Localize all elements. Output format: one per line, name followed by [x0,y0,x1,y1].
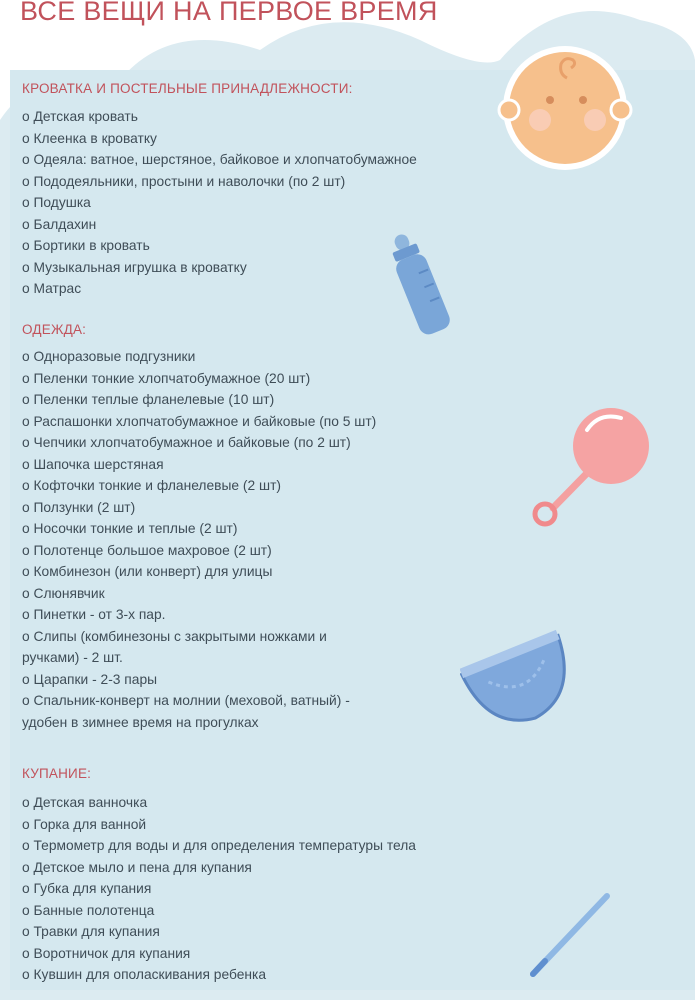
baby-bottle-icon [380,225,480,345]
list-item: o Пеленки тонкие хлопчатобумажное (20 шт) [22,368,376,390]
list-item: o Одеяла: ватное, шерстяное, байковое и хлопчатобумажное [22,149,417,171]
list-item: o Банные полотенца [22,900,416,922]
list-item: o Распашонки хлопчатобумажное и байковые (по 5 шт) [22,411,376,433]
list-item: o Кофточки тонкие и фланелевые (2 шт) [22,475,376,497]
list-item: o Носочки тонкие и теплые (2 шт) [22,518,376,540]
list-item: o Чепчики хлопчатобумажное и байковые (по 2 шт) [22,432,376,454]
thermometer-icon [525,888,615,983]
list-item: o Комбинезон (или конверт) для улицы [22,561,376,583]
bathing-list [22,792,416,986]
list-item: o Одноразовые подгузники [22,346,376,368]
bedding-list [22,106,417,300]
list-item: o Слюнявчик [22,583,376,605]
list-item: o Бортики в кровать [22,235,417,257]
section-heading-clothing: ОДЕЖДА: [22,322,87,337]
list-item: o Травки для купания [22,921,416,943]
list-item: o Детская ванночка [22,792,416,814]
list-item: o Спальник-конверт на молнии (меховой, ватный) - [22,690,376,712]
list-item: o Слипы (комбинезоны с закрытыми ножками и [22,626,376,648]
list-item-continuation: ручками) - 2 шт. [22,650,123,665]
list-item: o Музыкальная игрушка в кроватку [22,257,417,279]
list-item: o Пинетки - от 3-х пар. [22,604,376,626]
list-item: o Горка для ванной [22,814,416,836]
list-item: o Ползунки (2 шт) [22,497,376,519]
list-item: o Клеенка в кроватку [22,128,417,150]
list-item: o Шапочка шерстяная [22,454,376,476]
section-heading-bathing: КУПАНИЕ: [22,766,92,781]
section-heading-bedding: КРОВАТКА И ПОСТЕЛЬНЫЕ ПРИНАДЛЕЖНОСТИ: [22,81,353,96]
list-item: o Кувшин для ополаскивания ребенка [22,964,416,986]
list-item: o Губка для купания [22,878,416,900]
list-item-continuation: удобен в зимнее время на прогулках [22,714,259,730]
list-item: o Пеленки теплые фланелевые (10 шт) [22,389,376,411]
list-item: o Балдахин [22,214,417,236]
list-item: o Пододеяльники, простыни и наволочки (по 2 шт) [22,171,417,193]
baby-face-icon [495,38,635,178]
list-item: o Матрас [22,278,417,300]
diaper-icon [460,625,580,735]
list-item: o Детская кровать [22,106,417,128]
list-item: o Царапки - 2-3 пары [22,669,376,691]
rattle-icon [525,400,660,535]
list-item: o Термометр для воды и для определения температуры тела [22,835,416,857]
list-item: o Детское мыло и пена для купания [22,857,416,879]
list-item: o Подушка [22,192,417,214]
page-title: ВСЕ ВЕЩИ НА ПЕРВОЕ ВРЕМЯ [20,0,438,26]
list-item: o Воротничок для купания [22,943,416,965]
clothing-list [22,346,376,733]
list-item: o Полотенце большое махровое (2 шт) [22,540,376,562]
